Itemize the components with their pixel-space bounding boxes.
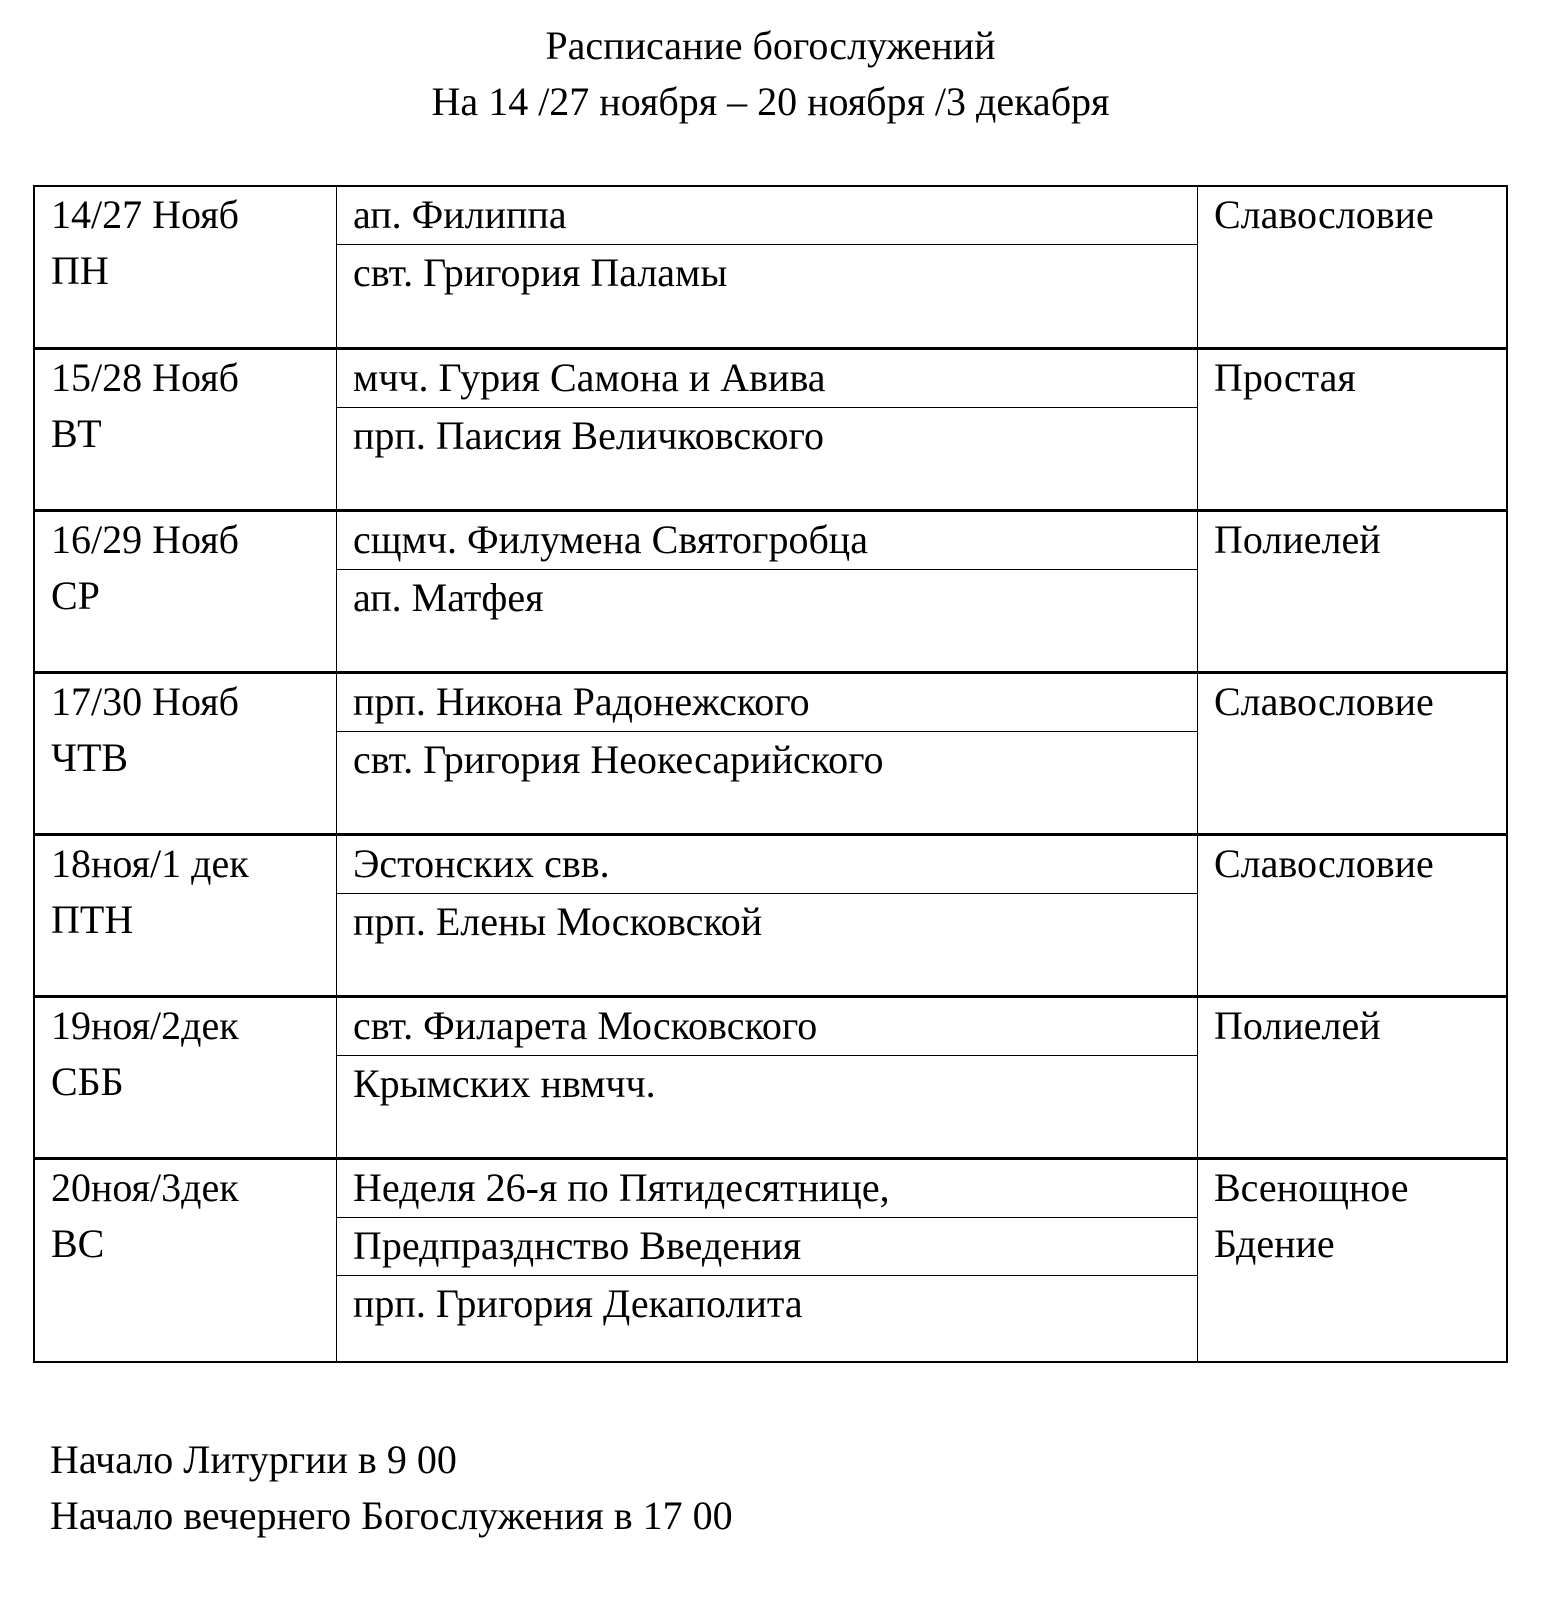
feast-name: свт. Григория Неокесарийского — [353, 736, 884, 782]
date-cell — [34, 186, 337, 348]
feast-name: свт. Филарета Московского — [337, 998, 1197, 1056]
service-rank-cell — [1198, 186, 1508, 348]
date-label: 15/28 Нояб — [51, 354, 239, 400]
feasts-cell — [337, 510, 1198, 672]
schedule-row — [34, 996, 1507, 1158]
service-rank-cell — [1198, 996, 1508, 1158]
service-rank-cell — [1198, 834, 1508, 996]
schedule-row — [34, 348, 1507, 510]
weekday-label: СР — [51, 572, 100, 618]
service-rank-cell — [1198, 1158, 1508, 1362]
vespers-start-time: Начало вечернего Богослужения в 17 00 — [50, 1493, 733, 1538]
document-subtitle: На 14 /27 ноября – 20 ноября /3 декабря — [431, 79, 1110, 124]
schedule-row — [34, 510, 1507, 672]
schedule-table — [33, 185, 1508, 1363]
date-label: 16/29 Нояб — [51, 516, 239, 562]
feast-name: прп. Паисия Величковского — [353, 412, 824, 458]
weekday-label: ПТН — [51, 896, 134, 942]
service-rank-cell — [1198, 510, 1508, 672]
date-cell — [34, 510, 337, 672]
weekday-label: ПН — [51, 248, 109, 293]
feast-name: Крымских нвмчч. — [353, 1060, 656, 1106]
schedule-row — [34, 1158, 1507, 1362]
weekday-label: ЧТВ — [51, 734, 129, 780]
feasts-cell — [337, 348, 1198, 510]
feast-name: свт. Григория Паламы — [353, 250, 728, 295]
feast-name: сщмч. Филумена Святогробца — [337, 512, 1197, 570]
service-rank-cell — [1198, 672, 1508, 834]
feast-name: ап. Филиппа — [337, 187, 1197, 245]
service-rank-cell — [1198, 348, 1508, 510]
date-cell — [34, 348, 337, 510]
weekday-label: ВС — [51, 1220, 105, 1266]
date-cell — [34, 1158, 337, 1362]
date-cell — [34, 672, 337, 834]
feast-name: мчч. Гурия Самона и Авива — [337, 350, 1197, 408]
date-cell — [34, 996, 337, 1158]
document-title: Расписание богослужений — [545, 23, 996, 68]
service-rank: Полиелей — [1214, 516, 1381, 562]
feast-name: ап. Матфея — [353, 574, 544, 620]
date-label: 20ноя/3дек — [51, 1164, 239, 1210]
feasts-cell — [337, 834, 1198, 996]
date-label: 17/30 Нояб — [51, 678, 239, 724]
date-label: 18ноя/1 дек — [51, 840, 249, 886]
weekday-label: ВТ — [51, 410, 102, 456]
service-rank: Простая — [1214, 354, 1356, 400]
service-rank: Всенощное — [1214, 1164, 1409, 1210]
feast-name: Неделя 26-я по Пятидесятнице, — [337, 1160, 1197, 1218]
liturgy-start-time: Начало Литургии в 9 00 — [50, 1437, 457, 1482]
feasts-cell — [337, 186, 1198, 348]
service-rank: Славословие — [1214, 678, 1434, 724]
feast-name: прп. Елены Московской — [353, 898, 763, 944]
date-label: 14/27 Нояб — [51, 192, 239, 237]
service-rank: Славословие — [1214, 840, 1434, 886]
feasts-cell — [337, 996, 1198, 1158]
date-label: 19ноя/2дек — [51, 1002, 239, 1048]
schedule-row — [34, 834, 1507, 996]
feast-name: Предпразднство Введения — [337, 1218, 1197, 1276]
feast-name: Эстонских свв. — [337, 836, 1197, 894]
schedule-row — [34, 186, 1507, 348]
service-rank: Полиелей — [1214, 1002, 1381, 1048]
feasts-cell — [337, 672, 1198, 834]
date-cell — [34, 834, 337, 996]
service-rank: Бдение — [1214, 1220, 1335, 1266]
schedule-row — [34, 672, 1507, 834]
feast-name: прп. Григория Декаполита — [353, 1280, 803, 1326]
service-times — [50, 1432, 733, 1544]
feasts-cell — [337, 1158, 1198, 1362]
weekday-label: СББ — [51, 1058, 124, 1104]
feast-name: прп. Никона Радонежского — [337, 674, 1197, 732]
service-rank: Славословие — [1214, 192, 1434, 237]
